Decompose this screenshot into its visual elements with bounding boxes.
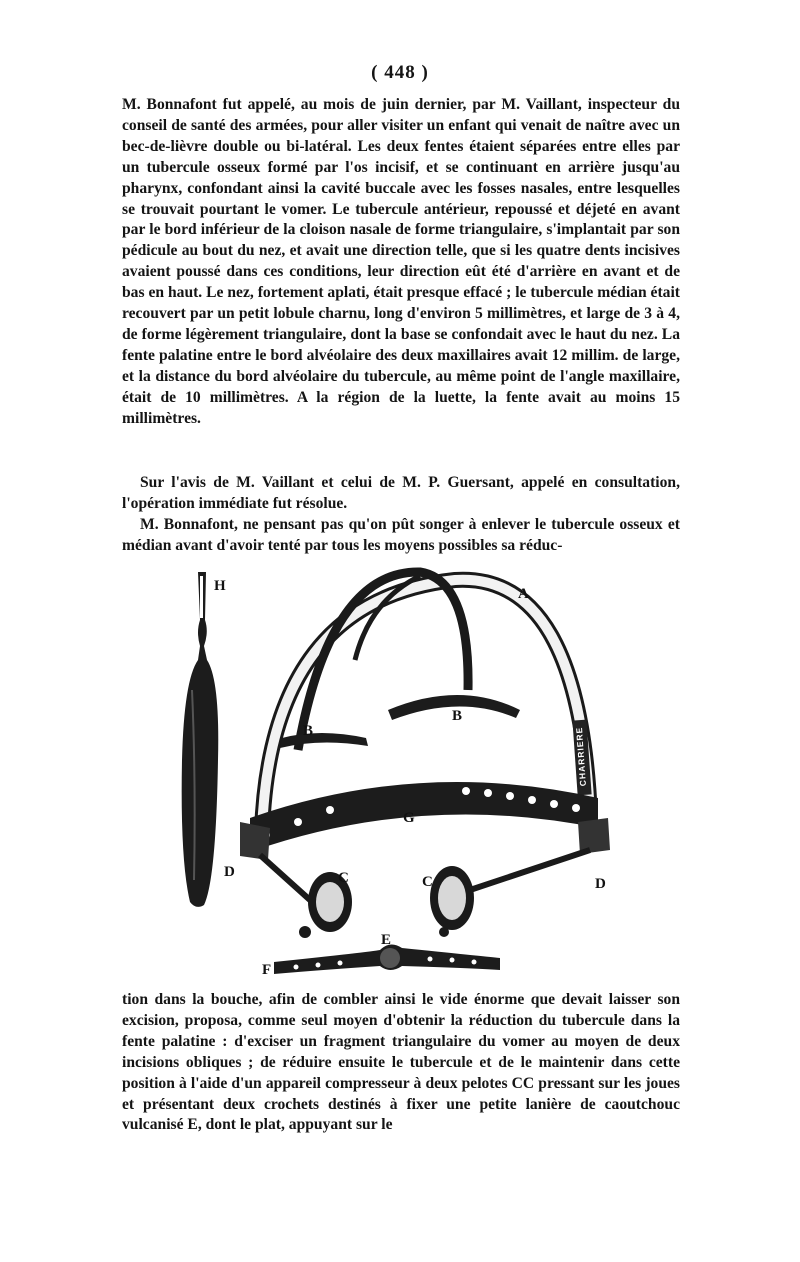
pad-b-left	[280, 733, 368, 748]
paragraph-2: Sur l'avis de M. Vaillant et celui de M. P. Guersant, appelé en consultation, l'opération immédiate fut résolue.	[122, 474, 680, 512]
compressor-apparatus-figure	[170, 560, 690, 985]
arm-left	[260, 855, 310, 900]
label-e: E	[381, 932, 392, 948]
pelote-c-right	[430, 866, 474, 937]
paragraph-4: tion dans la bouche, afin de combler ainsi le vide énorme que devait laisser son excision, proposa, comme seul moyen d'obtenir la réduction du tubercule dans la fente palatine : d'exciser un fragment triangulaire du vomer au moyen de deux incisions obliques ; de réduire ensuite le tubercule et de le maintenir dans cette position à l'aide d'un appareil compresseur à deux pelotes CC pressant sur les joues et présentant deux crochets destinés à fixer une petite lanière de caoutchouc vulcanisé E, dont le plat, appuyant sur le	[122, 991, 680, 1134]
rubber-strap-e	[274, 944, 500, 974]
arm-right	[470, 850, 590, 890]
label-d-left: D	[224, 864, 235, 880]
label-b-left: B	[303, 723, 314, 739]
label-f: F	[262, 962, 272, 978]
paragraph-3: M. Bonnafont, ne pensant pas qu'on pût songer à enlever le tubercule osseux et médian avant d'avoir tenté par tous les moyens possibles sa réduc-	[122, 516, 680, 554]
buckle-d-left	[240, 822, 270, 860]
buckle-d-right	[578, 818, 610, 854]
label-b-right: B	[452, 708, 463, 724]
label-h: H	[214, 578, 226, 594]
paragraph-1: M. Bonnafont fut appelé, au mois de juin dernier, par M. Vaillant, inspecteur du conseil de santé des armées, pour aller visiter un enfant qui venait de naître avec un bec-de-lièvre double ou bi-latéral. Les deux fentes étaient séparées entre elles par un tubercule osseux formé par l'os incisif, et se continuant en arrière jusqu'au pharynx, confondant ainsi la cavité buccale avec les fosses nasales, entre lesquelles se trouvait pourtant le vomer. Le tubercule antérieur, repoussé et déjeté en avant par le bord inférieur de la cloison nasale de forme triangulaire, s'implantait par son pédicule au bout du nez, et avait une direction telle, que si les quatre dents incisives avaient poussé dans ces conditions, leur direction eût été d'arrière en avant et de bas en haut. Le nez, fortement aplati, était presque effacé ; le tubercule médian était recouvert par un petit lobule charnu, long d'environ 5 millimètres, et large de 3 à 4, de forme légèrement triangulaire, dont la base se confondait avec le haut du nez. La fente palatine entre le bord alvéolaire des deux maxillaires avait 12 millim. de large, et la distance du bord alvéolaire du tubercule, au même point de l'angle maxillaire, était de 10 millimètres. A la région de la luette, la fente avait au moins 15 millimètres.	[122, 96, 680, 427]
scalpel-handle-illustration	[182, 572, 219, 907]
label-g: G	[403, 810, 415, 826]
label-a: A	[518, 586, 529, 602]
page-number: ( 448 )	[371, 62, 429, 83]
label-c-left: C	[338, 870, 349, 886]
label-c-right: C	[422, 874, 433, 890]
label-d-right: D	[595, 876, 606, 892]
perforated-strap-g	[250, 782, 598, 852]
maker-stamp: CHARRIERE	[573, 726, 588, 787]
